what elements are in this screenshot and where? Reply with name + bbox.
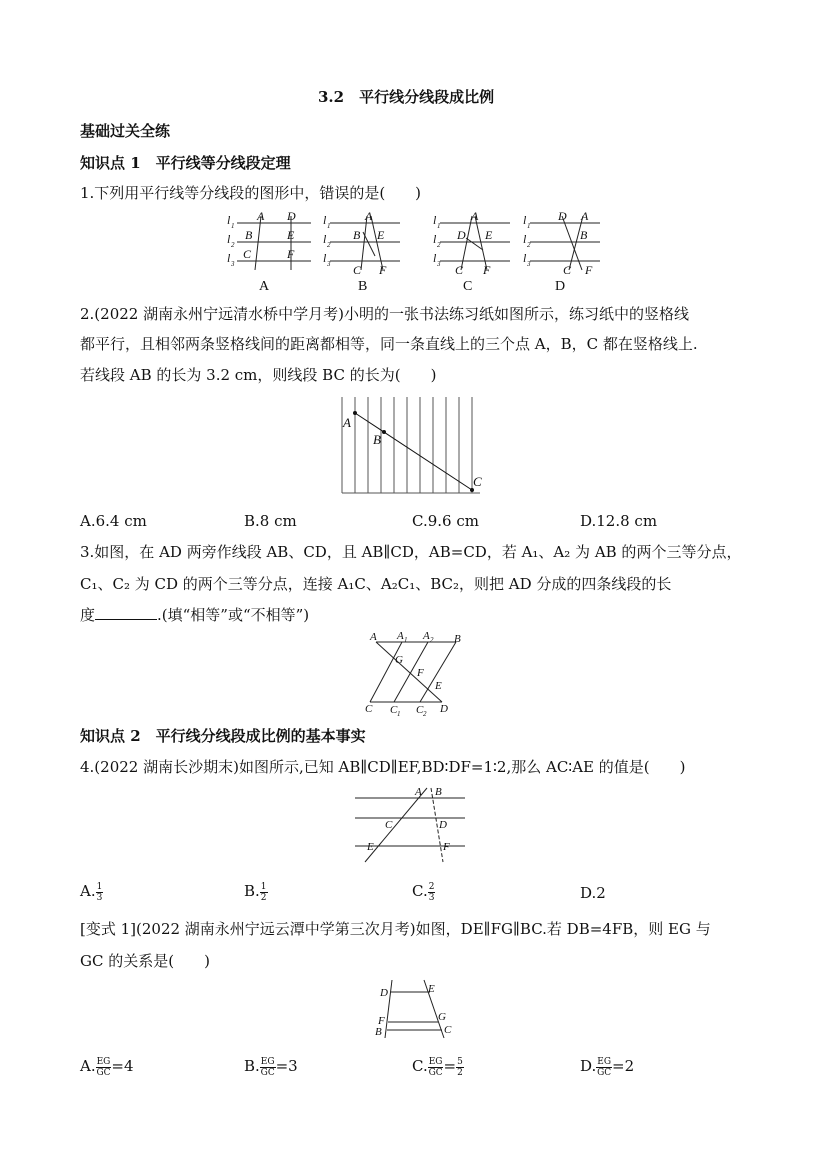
fig-b-l-label: l [323, 213, 327, 227]
q3-answer-blank[interactable] [95, 605, 157, 620]
fig-a-caption: A [259, 279, 270, 292]
v1-point-b: B [375, 1026, 382, 1038]
fig-c-l-sub: 2 [437, 241, 441, 249]
fig-d-l-label: l [523, 251, 527, 265]
question-3-line1: 3.如图，在 AD 两旁作线段 AB、CD，且 AB∥CD，AB=CD，若 A₁、A₂ 为 AB 的两个三等分点， [80, 543, 742, 561]
q3-point-f: F [417, 667, 424, 679]
fig-c-caption: C [463, 279, 473, 292]
q3-sub-1: 1 [404, 636, 408, 644]
q3-point-g: G [395, 654, 403, 666]
fig-d-pt: C [563, 263, 572, 277]
q3-line3-start: 度 [80, 606, 96, 624]
fig-b-l-label: l [323, 232, 327, 246]
fig-d-pt: A [581, 209, 589, 223]
question-1-figures [225, 208, 605, 292]
q3-point-b: B [454, 633, 461, 645]
v1-point-d: D [380, 987, 388, 999]
v1-point-f: F [378, 1015, 385, 1027]
q3-sub-2: 2 [423, 710, 427, 718]
q4-option-a: A. $\frac{1}{3}$ [80, 881, 103, 903]
question-2-line2: 都平行，且相邻两条竖格线间的距离都相等，同一条直线上的三个点 A，B，C 都在竖格线上. [80, 335, 698, 353]
question-2-figure [340, 397, 488, 495]
q2-point-b: B [373, 432, 381, 447]
variant-1-figure [370, 978, 460, 1042]
q4-option-b: B. $\frac{1}{2}$ [244, 881, 267, 903]
question-3-line2: C₁、C₂ 为 CD 的两个三等分点，连接 A₁C、A₂C₁、BC₂，则把 AD 分成的四条线段的长 [80, 575, 672, 593]
question-2-line1: 2.(2022 湖南永州宁远清水桥中学月考)小明的一张书法练习纸如图所示，练习纸中的竖格线 [80, 305, 689, 323]
question-4-text: 4.(2022 湖南长沙期末)如图所示,已知 AB∥CD∥EF,BD∶DF=1∶2,那么 AC∶AE 的值是( ) [80, 758, 686, 776]
fig-d-l-sub: 2 [527, 241, 531, 249]
section-heading: 基础过关全练 [80, 122, 171, 140]
fig-d-l-sub: 3 [527, 260, 531, 268]
v1-point-g: G [438, 1011, 446, 1023]
fig-b-pt: A [365, 209, 373, 223]
q3-point-e: E [435, 680, 442, 692]
fig-a-pt: E [287, 228, 295, 242]
fig-c-l-label: l [433, 213, 437, 227]
q3-point-c1: C [390, 704, 398, 716]
question-4-figure [355, 784, 475, 864]
knowledge-point-2: 知识点 2 平行线分线段成比例的基本事实 [80, 727, 366, 745]
q4-option-d: D.2 [580, 884, 606, 902]
q4-option-c: C. $\frac{2}{3}$ [412, 881, 435, 903]
q4-point-e: E [367, 841, 374, 853]
fig-b-l-sub: 2 [327, 241, 331, 249]
v1-option-b: B. $\frac{EG}{GC}$ =3 [244, 1056, 298, 1078]
fig-d-pt: F [585, 263, 593, 277]
fig-a-pt: D [287, 209, 296, 223]
v1-option-d: D. $\frac{EG}{GC}$ =2 [580, 1056, 635, 1078]
q3-point-a1: A [397, 630, 404, 642]
fig-c-l-sub: 1 [437, 222, 441, 230]
fig-b-l-sub: 3 [327, 260, 331, 268]
fig-a-l-sub: 3 [231, 260, 235, 268]
fig-d-pt: B [580, 228, 588, 242]
fig-a-pt: A [257, 209, 265, 223]
q2-option-c: C.9.6 cm [412, 512, 479, 530]
fig-d-l-label: l [523, 232, 527, 246]
q2-option-b: B.8 cm [244, 512, 297, 530]
q4-point-d: D [439, 819, 447, 831]
fig-b-pt: F [379, 263, 387, 277]
fig-c-pt: C [455, 263, 464, 277]
q3-point-a2: A [423, 630, 430, 642]
q2-point-c: C [473, 474, 482, 489]
q3-point-c2: C [416, 704, 424, 716]
q2-option-a: A.6.4 cm [80, 512, 147, 530]
fig-a-l-sub: 2 [231, 241, 235, 249]
fig-c-pt: F [483, 263, 491, 277]
fig-a-pt: F [287, 247, 295, 261]
fig-d-l-sub: 1 [527, 222, 531, 230]
knowledge-point-1: 知识点 1 平行线等分线段定理 [80, 154, 291, 172]
fig-c-pt: E [485, 228, 493, 242]
fig-b-pt: E [377, 228, 385, 242]
fig-a-l-sub: 1 [231, 222, 235, 230]
fig-b-pt: C [353, 263, 362, 277]
fig-c-l-label: l [433, 232, 437, 246]
fig-c-pt: A [471, 209, 479, 223]
question-2-line3: 若线段 AB 的长为 3.2 cm，则线段 BC 的长为( ) [80, 366, 437, 384]
fig-d-pt: D [558, 209, 567, 223]
q4-point-f: F [443, 841, 450, 853]
v1-option-c: C. $\frac{EG}{GC}$ = $\frac{5}{2}$ [412, 1056, 463, 1078]
q4-point-b: B [435, 786, 442, 798]
fig-a-l-label: l [227, 213, 231, 227]
fig-a-l-label: l [227, 232, 231, 246]
question-3-figure [360, 628, 468, 718]
q2-point-a: A [343, 415, 351, 430]
v1-point-e: E [428, 983, 435, 995]
q3-point-d: D [440, 703, 448, 715]
question-3-line3 [80, 604, 309, 626]
fig-d-l-label: l [523, 213, 527, 227]
fig-a-l-label: l [227, 251, 231, 265]
fig-c-l-sub: 3 [437, 260, 441, 268]
q3-sub-2: 2 [430, 636, 434, 644]
variant-1-line1: [变式 1](2022 湖南永州宁远云潭中学第三次月考)如图，DE∥FG∥BC.若 DB=4FB，则 EG 与 [80, 920, 711, 938]
fig-c-pt: D [457, 228, 466, 242]
q3-line3-end: .(填“相等”或“不相等”) [157, 606, 310, 624]
variant-1-line2: GC 的关系是( ) [80, 952, 210, 970]
fig-b-l-label: l [323, 251, 327, 265]
page-title: 3.2 平行线分线段成比例 [318, 88, 495, 106]
q4-point-a: A [415, 786, 422, 798]
question-1-text: 1.下列用平行线等分线段的图形中，错误的是( ) [80, 184, 422, 202]
q4-point-c: C [385, 819, 393, 831]
fig-b-pt: B [353, 228, 361, 242]
q3-sub-1: 1 [397, 710, 401, 718]
fig-a-pt: C [243, 247, 252, 261]
q3-point-a: A [370, 631, 377, 643]
fig-b-caption: B [358, 279, 368, 292]
q3-point-c: C [365, 703, 373, 715]
fig-b-l-sub: 1 [327, 222, 331, 230]
fig-a-pt: B [245, 228, 253, 242]
v1-point-c: C [444, 1024, 452, 1036]
fig-c-l-label: l [433, 251, 437, 265]
v1-option-a: A. $\frac{EG}{GC}$ =4 [80, 1056, 134, 1078]
q2-option-d: D.12.8 cm [580, 512, 658, 530]
fig-d-caption: D [555, 279, 566, 292]
